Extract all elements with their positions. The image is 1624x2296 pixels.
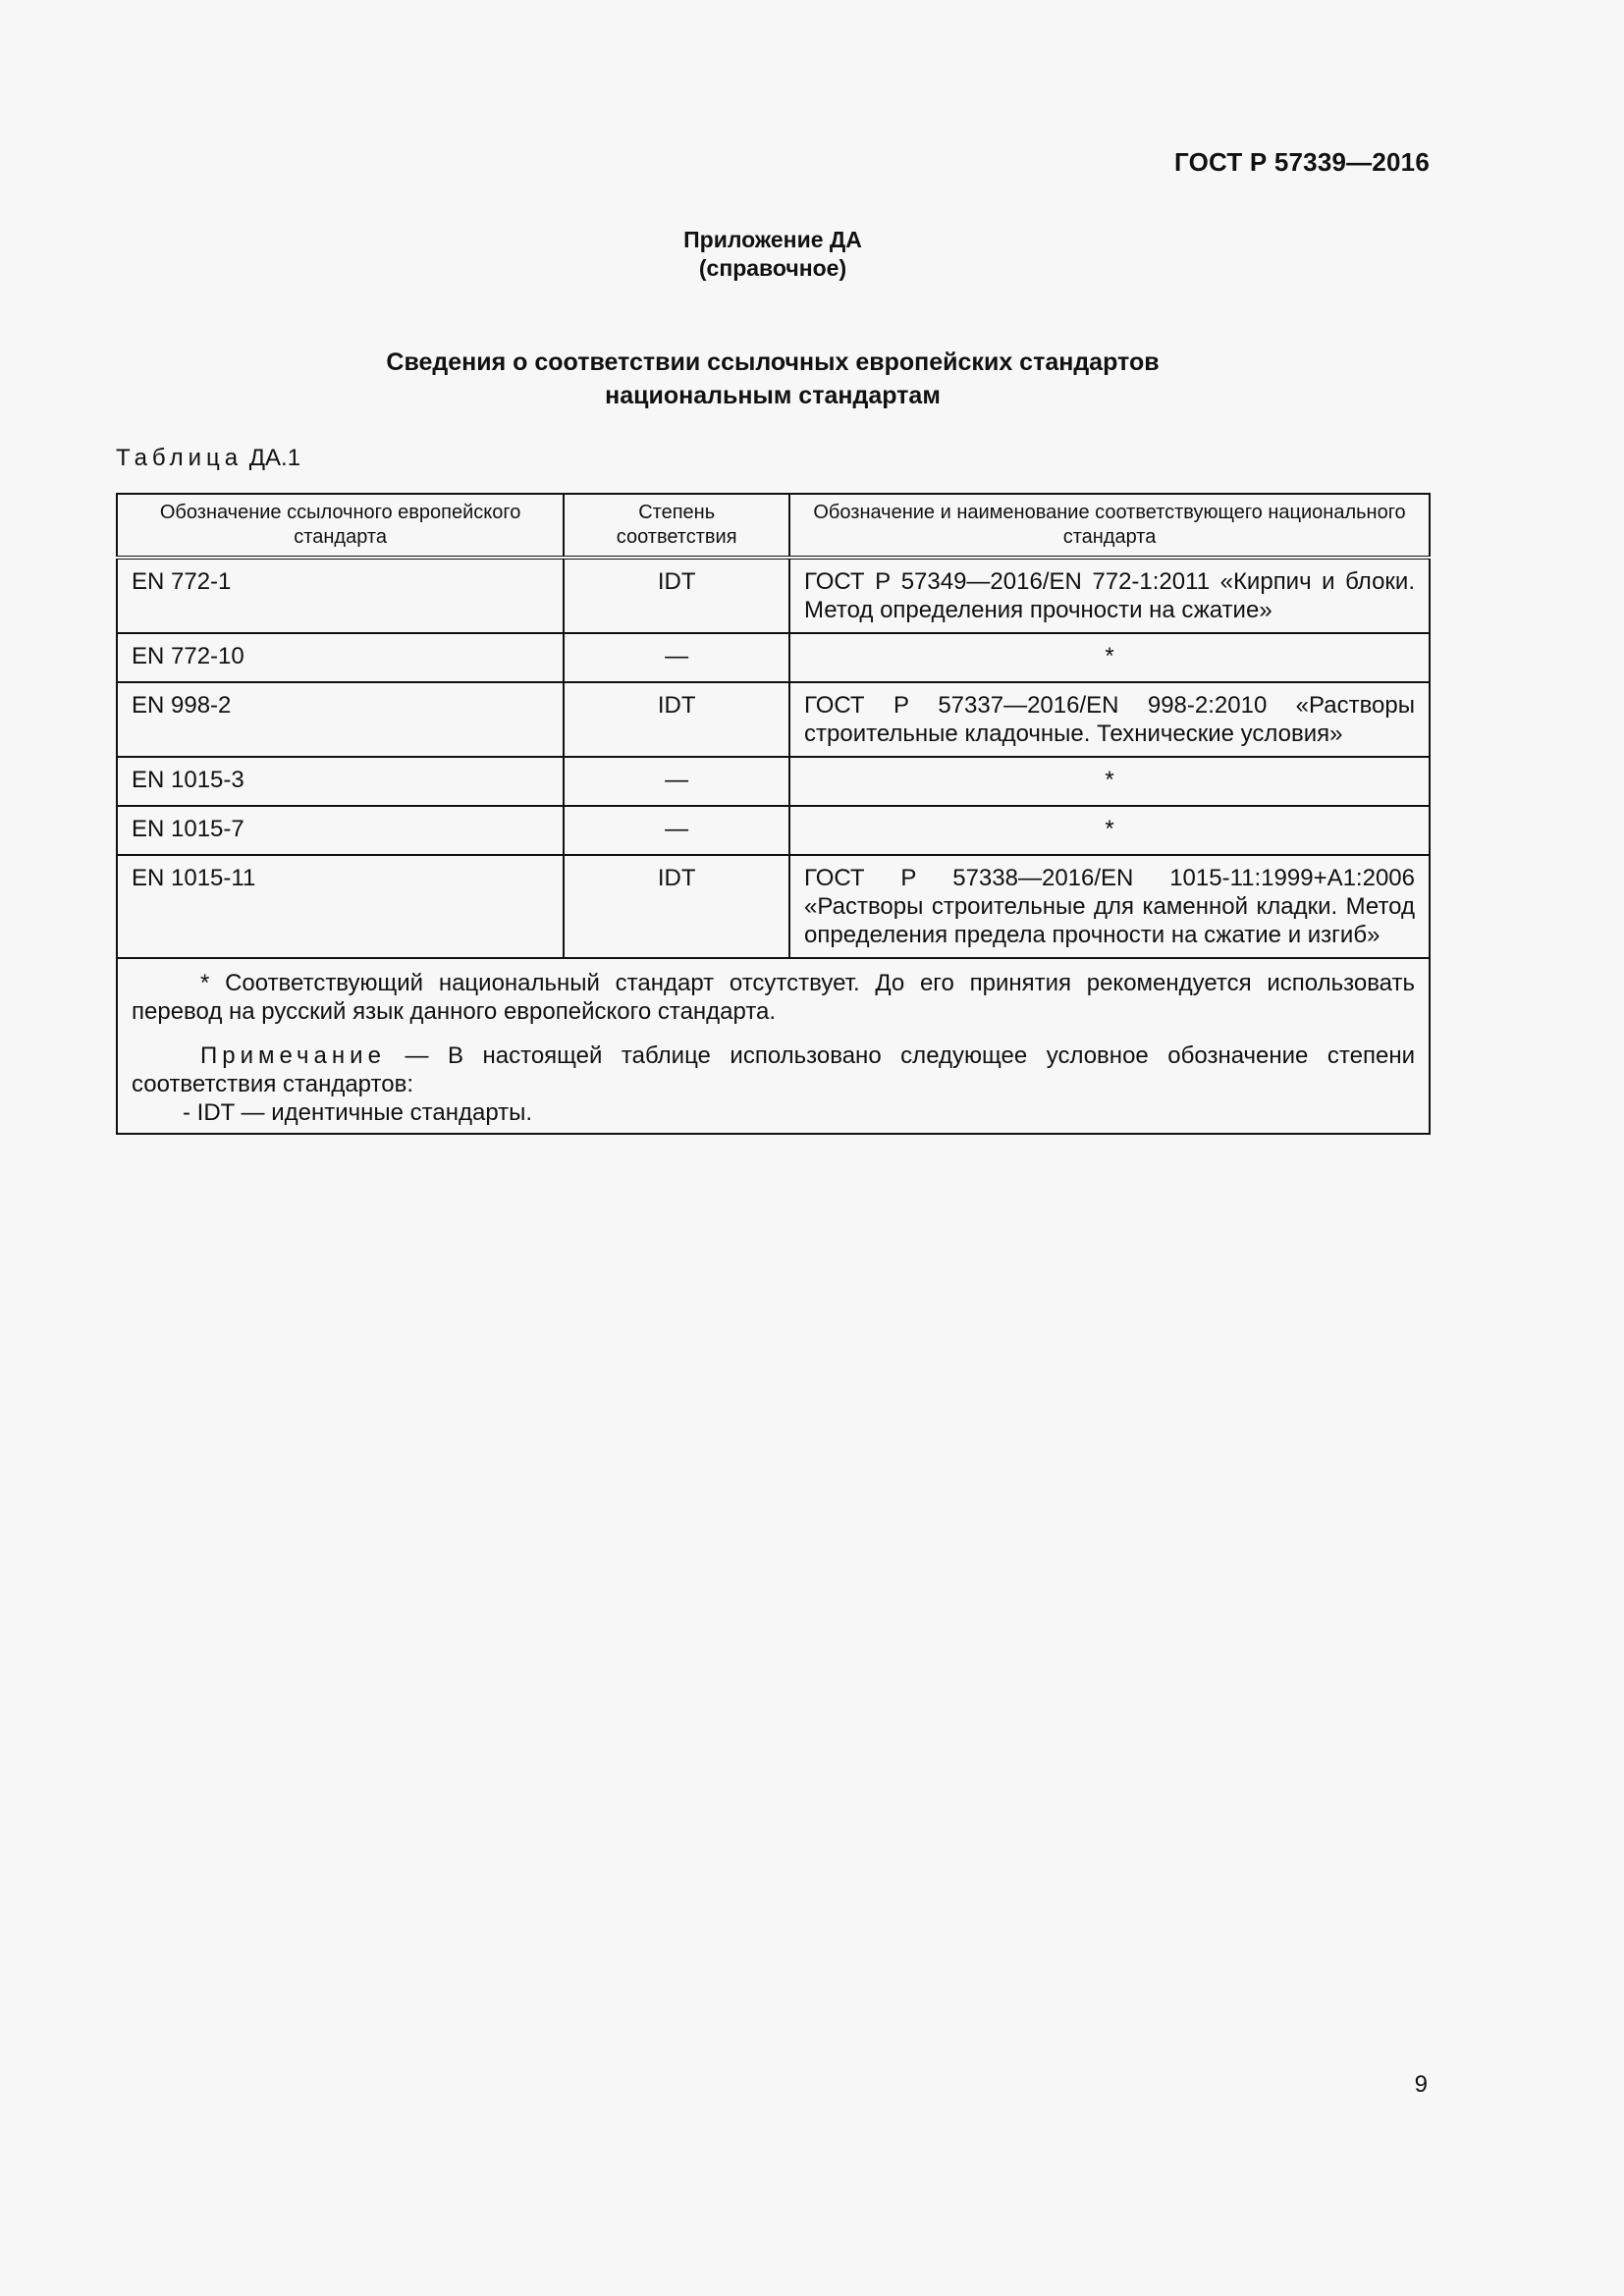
page-number: 9 <box>1414 2071 1428 2098</box>
cell-national: * <box>789 757 1430 806</box>
cell-national: ГОСТ Р 57338—2016/EN 1015-11:1999+A1:2006 «Растворы строительные для каменной кладки. Метод определения предела прочности на сжатие и изгиб» <box>789 855 1430 958</box>
cell-degree: — <box>564 806 789 855</box>
table-row <box>117 757 1430 806</box>
appendix-title: Приложение ДА <box>683 227 862 252</box>
note-text: — В настоящей таблице использовано следующее условное обозначение степени соответствия стандартов: <box>132 1042 1415 1097</box>
cell-degree: IDT <box>564 558 789 633</box>
cell-national: * <box>789 633 1430 682</box>
footnote: * Соответствующий национальный стандарт отсутствует. До его принятия рекомендуется использовать перевод на русский язык данного европейского стандарта. <box>132 970 1415 1025</box>
table-row <box>117 558 1430 633</box>
section-title-line-1: Сведения о соответствии ссылочных европейских стандартов <box>386 348 1160 376</box>
table-notes-row <box>117 958 1430 1134</box>
header-degree: Степень соответствия <box>564 494 789 558</box>
table-row <box>117 682 1430 757</box>
section-title <box>0 346 1545 412</box>
cell-ref: EN 1015-3 <box>117 757 564 806</box>
cell-national: ГОСТ Р 57349—2016/EN 772-1:2011 «Кирпич и блоки. Метод определения прочности на сжатие» <box>789 558 1430 633</box>
appendix-heading <box>0 226 1545 283</box>
section-title-line-2: национальным стандартам <box>605 382 941 409</box>
table-caption <box>116 445 300 472</box>
cell-ref: EN 772-10 <box>117 633 564 682</box>
header-national-standard: Обозначение и наименование соответствующего национального стандарта <box>789 494 1430 558</box>
cell-degree: IDT <box>564 855 789 958</box>
table-header-row <box>117 494 1430 558</box>
note-item: - IDT — идентичные стандарты. <box>183 1099 533 1126</box>
table-row <box>117 633 1430 682</box>
cell-ref: EN 998-2 <box>117 682 564 757</box>
note <box>132 1041 1415 1098</box>
cell-degree: — <box>564 633 789 682</box>
cell-degree: — <box>564 757 789 806</box>
table-caption-number: ДА.1 <box>248 445 301 471</box>
table-notes <box>117 958 1430 1134</box>
standards-table <box>116 493 1431 1135</box>
table-caption-word: Таблица <box>116 445 244 471</box>
cell-ref: EN 1015-11 <box>117 855 564 958</box>
appendix-subtitle: (справочное) <box>698 255 847 281</box>
table-row <box>117 806 1430 855</box>
cell-ref: EN 1015-7 <box>117 806 564 855</box>
document-code: ГОСТ Р 57339—2016 <box>1174 147 1430 177</box>
note-label: Примечание <box>200 1042 386 1069</box>
cell-national: ГОСТ Р 57337—2016/EN 998-2:2010 «Растворы строительные кладочные. Технические условия» <box>789 682 1430 757</box>
cell-degree: IDT <box>564 682 789 757</box>
table-row <box>117 855 1430 958</box>
header-european-standard: Обозначение ссылочного европейского стандарта <box>117 494 564 558</box>
cell-ref: EN 772-1 <box>117 558 564 633</box>
cell-national: * <box>789 806 1430 855</box>
